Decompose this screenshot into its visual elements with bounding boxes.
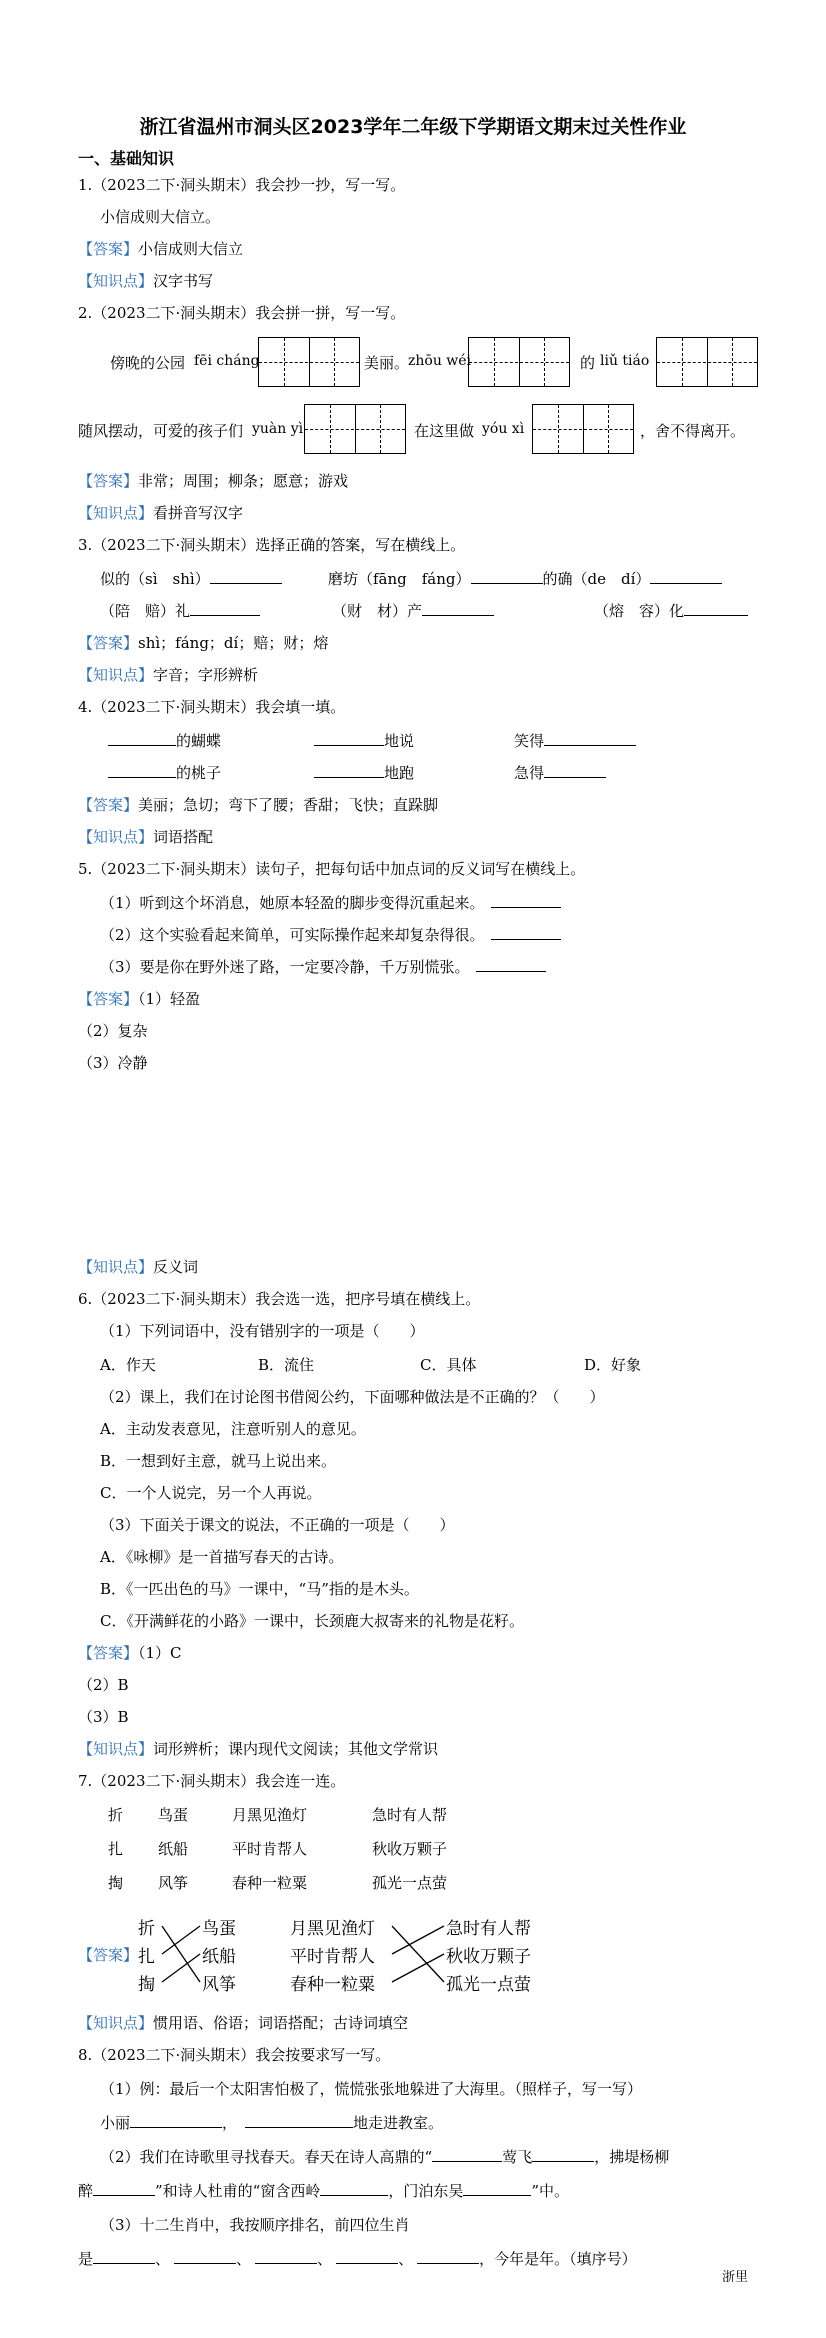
q2-text-a: 傍晚的公园 [110,354,186,372]
q4-item-1: 的蝴蝶 [108,730,221,751]
q6-option: C．具体 [420,1356,477,1374]
q4-item-6: 急得 [514,762,606,783]
q4-item-4: 的桃子 [108,762,221,783]
q8-sub-3: （3）十二生肖中，我按顺序排名，前四位生肖 [100,2216,410,2234]
q8-sub-2: （2）我们在诗歌里寻找春天。春天在诗人高鼎的“ 莺飞 ，拂堤杨柳 [100,2148,670,2166]
q2-text-b: 美丽。 [364,354,410,372]
q7-answer-label: 【答案】 [78,1946,139,1964]
q2-text-c: 的 [580,354,596,372]
q7-phrase: 孤光一点萤 [372,1874,448,1892]
q7-answer-verb: 扎 [138,1947,155,1967]
q6-option: A．作天 [100,1356,156,1374]
q1-answer: 【答案】小信成则大信立 [78,240,244,258]
q1-point: 【知识点】汉字书写 [78,272,214,290]
q6-option: A．主动发表意见，注意听别人的意见。 [100,1420,366,1438]
q6-option: B．一想到好主意，就马上说出来。 [100,1452,337,1470]
q7-phrase: 平时肯帮人 [232,1840,308,1858]
q4-point: 【知识点】词语搭配 [78,828,214,846]
q7-answer-noun: 鸟蛋 [202,1919,236,1939]
q2-pinyin-5: yóu xì [482,421,525,437]
q3-item-5: （财 材）产 [332,600,494,621]
q2-pinyin-2: zhōu wéi [408,353,472,369]
q4-item-3: 笑得 [514,730,636,751]
q7-answer-phrase: 平时肯帮人 [290,1947,375,1967]
q7-stem: 7.（2023二下·洞头期末）我会连一连。 [78,1772,346,1790]
q7-noun: 纸船 [158,1840,189,1858]
q7-verb: 掏 [108,1874,124,1892]
q6-answer-2: （2）B [78,1676,129,1694]
q1-text: 小信成则大信立。 [100,208,221,226]
q6-stem: 6.（2023二下·洞头期末）我会选一选，把序号填在横线上。 [78,1290,481,1308]
q6-answer-1: 【答案】（1）C [78,1644,182,1662]
q2-text-d: 随风摆动，可爱的孩子们 [78,422,244,440]
q3-stem: 3.（2023二下·洞头期末）选择正确的答案，写在横线上。 [78,536,466,554]
q7-phrase: 春种一粒粟 [232,1874,308,1892]
q4-answer: 【答案】美丽；急切；弯下了腰；香甜；飞快；直跺脚 [78,796,439,814]
q5-answer-2: （2）复杂 [78,1022,148,1040]
q5-answer-1: 【答案】（1）轻盈 [78,990,201,1008]
q7-answer-phrase: 月黑见渔灯 [290,1919,375,1939]
q7-phrase: 秋收万颗子 [372,1840,448,1858]
q7-answer-phrase: 秋收万颗子 [446,1947,531,1967]
q7-point: 【知识点】惯用语、俗语；词语搭配；古诗词填空 [78,2014,409,2032]
page-title: 浙江省温州市洞头区2023学年二年级下学期语文期末过关性作业 [139,116,687,138]
q6-point: 【知识点】词形辨析；课内现代文阅读；其他文学常识 [78,1740,439,1758]
q3-point: 【知识点】字音；字形辨析 [78,666,259,684]
q6-answer-3: （3）B [78,1708,129,1726]
q7-noun: 鸟蛋 [158,1806,189,1824]
q6-option: B．《一匹出色的马》一课中，“马”指的是木头。 [100,1580,419,1598]
q2-pinyin-3: liǔ tiáo [600,353,650,369]
q4-stem: 4.（2023二下·洞头期末）我会填一填。 [78,698,346,716]
q7-answer-phrase: 春种一粒粟 [290,1975,375,1995]
q5-stem: 5.（2023二下·洞头期末）读句子，把每句话中加点词的反义词写在横线上。 [78,860,586,878]
q7-answer-noun: 纸船 [202,1947,236,1967]
q8-sub-1: （1）例：最后一个太阳害怕极了，慌慌张张地躲进了大海里。（照样子，写一写） [100,2080,643,2098]
q7-answer-phrase: 急时有人帮 [446,1919,531,1939]
q6-option: A．《咏柳》是一首描写春天的古诗。 [100,1548,344,1566]
page-footer: 浙里 [722,2270,749,2285]
q3-item-4: （陪 赔）礼 [100,600,260,621]
q6-sub-1: （1）下列词语中，没有错别字的一项是（ ） [100,1322,425,1340]
q7-noun: 风筝 [158,1874,189,1892]
q2-text-e: 在这里做 [414,422,475,440]
q5-point: 【知识点】反义词 [78,1258,199,1276]
q2-text-f: ，舍不得离开。 [640,422,746,440]
q7-verb: 折 [108,1806,124,1824]
q7-answer-verb: 折 [138,1919,155,1939]
q8-sub-1-blank: 小丽 ， 地走进教室。 [100,2114,444,2132]
q5-sentence-2: （2）这个实验看起来简单，可实际操作起来却复杂得很。 [100,924,561,945]
q7-answer-noun: 风筝 [202,1975,236,1995]
q3-item-2: 磨坊（fāng fáng） 的确（de dí） [328,568,722,589]
q6-option: B．流住 [258,1356,315,1374]
q7-verb: 扎 [108,1840,124,1858]
q8-sub-2-cont: 醉 ”和诗人杜甫的“窗含西岭 ，门泊东吴 ”中。 [78,2182,570,2200]
q7-answer-verb: 掏 [138,1975,155,1995]
q3-answer: 【答案】shì；fáng；dí；赔；财；熔 [78,634,329,652]
q5-sentence-1: （1）听到这个坏消息，她原本轻盈的脚步变得沉重起来。 [100,892,561,913]
q2-point: 【知识点】看拼音写汉字 [78,504,244,522]
q2-answer: 【答案】非常；周围；柳条；愿意；游戏 [78,472,349,490]
q4-item-2: 地说 [314,730,414,751]
q6-sub-2: （2）课上，我们在讨论图书借阅公约，下面哪种做法是不正确的？（ ） [100,1388,605,1406]
q3-item-6: （熔 容）化 [594,600,748,621]
q6-option: C．《开满鲜花的小路》一课中，长颈鹿大叔寄来的礼物是花籽。 [100,1612,524,1630]
q7-phrase: 急时有人帮 [372,1806,448,1824]
q5-sentence-3: （3）要是你在野外迷了路，一定要冷静，千万别慌张。 [100,956,546,977]
q8-stem: 8.（2023二下·洞头期末）我会按要求写一写。 [78,2046,391,2064]
section-heading: 一、基础知识 [78,149,175,168]
q3-item-1: 似的（sì shì） [100,568,282,589]
q2-stem: 2.（2023二下·洞头期末）我会拼一拼，写一写。 [78,304,406,322]
q6-option: C．一个人说完，另一个人再说。 [100,1484,322,1502]
q2-pinyin-1: fēi cháng [194,353,260,369]
q2-pinyin-4: yuàn yì [252,421,304,437]
q8-sub-3-blanks: 是 、 、 、 、 ，今年是年。（填序号） [78,2250,637,2268]
q7-phrase: 月黑见渔灯 [232,1806,308,1824]
q6-option: D．好象 [584,1356,642,1374]
q7-answer-phrase: 孤光一点萤 [446,1975,531,1995]
q4-item-5: 地跑 [314,762,414,783]
q1-stem: 1.（2023二下·洞头期末）我会抄一抄，写一写。 [78,176,406,194]
q5-answer-3: （3）冷静 [78,1054,148,1072]
q6-sub-3: （3）下面关于课文的说法，不正确的一项是（ ） [100,1516,455,1534]
